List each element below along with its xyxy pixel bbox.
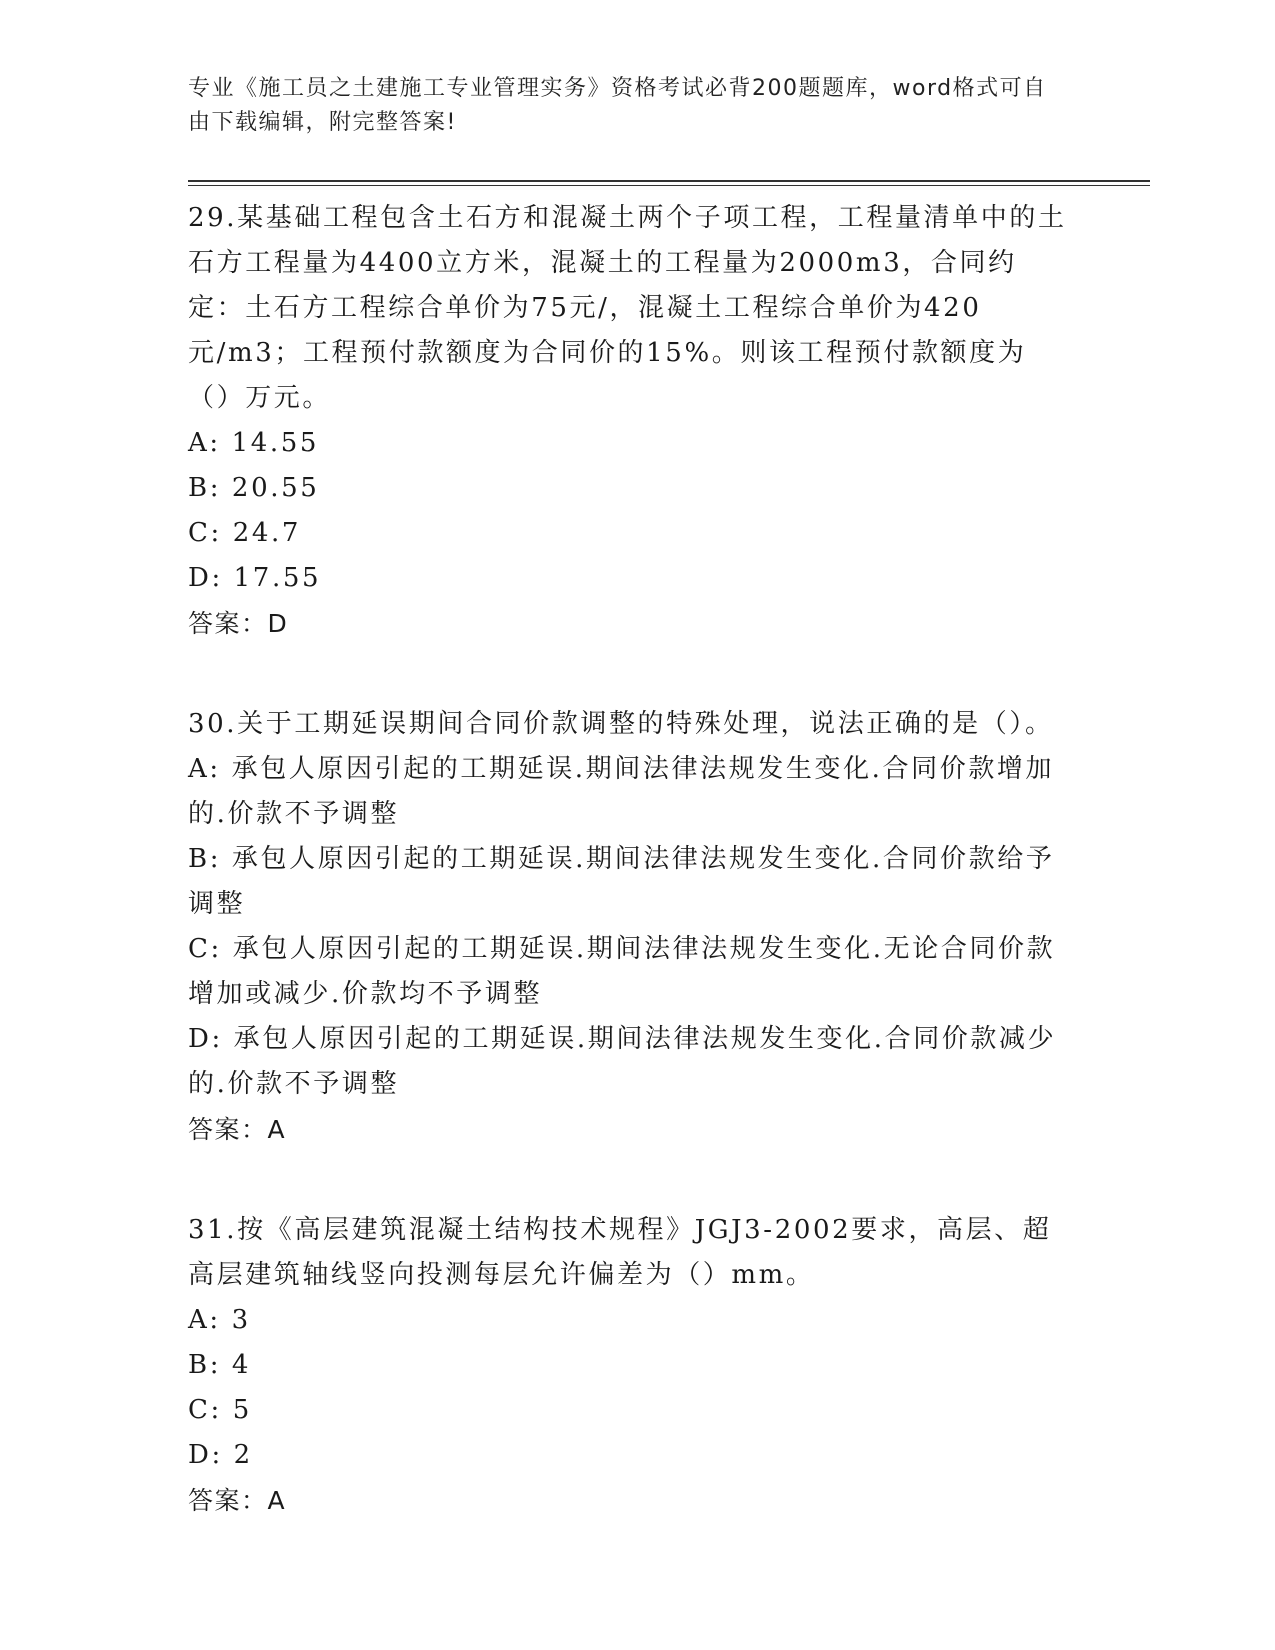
option-c: C: 承包人原因引起的工期延误.期间法律法规发生变化.无论合同价款增加或减少.价款均不予调整 — [188, 934, 1056, 1009]
option-a: A: 14.55 — [188, 428, 320, 458]
option-d: D: 17.55 — [188, 563, 322, 593]
option-c: C: 24.7 — [188, 518, 302, 548]
answer: 答案：D — [188, 609, 289, 638]
answer: 答案：A — [188, 1115, 287, 1144]
option-d: D: 承包人原因引起的工期延误.期间法律法规发生变化.合同价款减少的.价款不予调整 — [188, 1024, 1057, 1099]
answer: 答案：A — [188, 1486, 287, 1515]
question-stem: 31.按《高层建筑混凝土结构技术规程》JGJ3-2002要求，高层、超高层建筑轴线竖向投测每层允许偏差为（）mm。 — [188, 1215, 1052, 1290]
option-b: B: 4 — [188, 1350, 252, 1380]
question-31 — [188, 1208, 1148, 1523]
question-stem: 30.关于工期延误期间合同价款调整的特殊处理，说法正确的是（）。 — [188, 709, 1054, 739]
header-divider — [188, 180, 1150, 186]
option-d: D: 2 — [188, 1440, 253, 1470]
question-stem: 29.某基础工程包含土石方和混凝土两个子项工程，工程量清单中的土石方工程量为4400立方米，混凝土的工程量为2000m3，合同约定：土石方工程综合单价为75元/，混凝土工程综合单价为420元/m3；工程预付款额度为合同价的15%。则该工程预付款额度为（）万元。 — [188, 203, 1067, 413]
option-a: A: 承包人原因引起的工期延误.期间法律法规发生变化.合同价款增加的.价款不予调整 — [188, 754, 1055, 829]
question-29 — [188, 196, 1148, 646]
document-page — [188, 72, 1148, 1579]
option-c: C: 5 — [188, 1395, 252, 1425]
option-b: B: 承包人原因引起的工期延误.期间法律法规发生变化.合同价款给予调整 — [188, 844, 1055, 919]
option-b: B: 20.55 — [188, 473, 320, 503]
option-a: A: 3 — [188, 1305, 251, 1335]
document-header: 专业《施工员之土建施工专业管理实务》资格考试必背200题题库，word格式可自由下载编辑，附完整答案! — [188, 76, 1047, 135]
question-30 — [188, 702, 1148, 1152]
question-list — [188, 196, 1148, 1523]
